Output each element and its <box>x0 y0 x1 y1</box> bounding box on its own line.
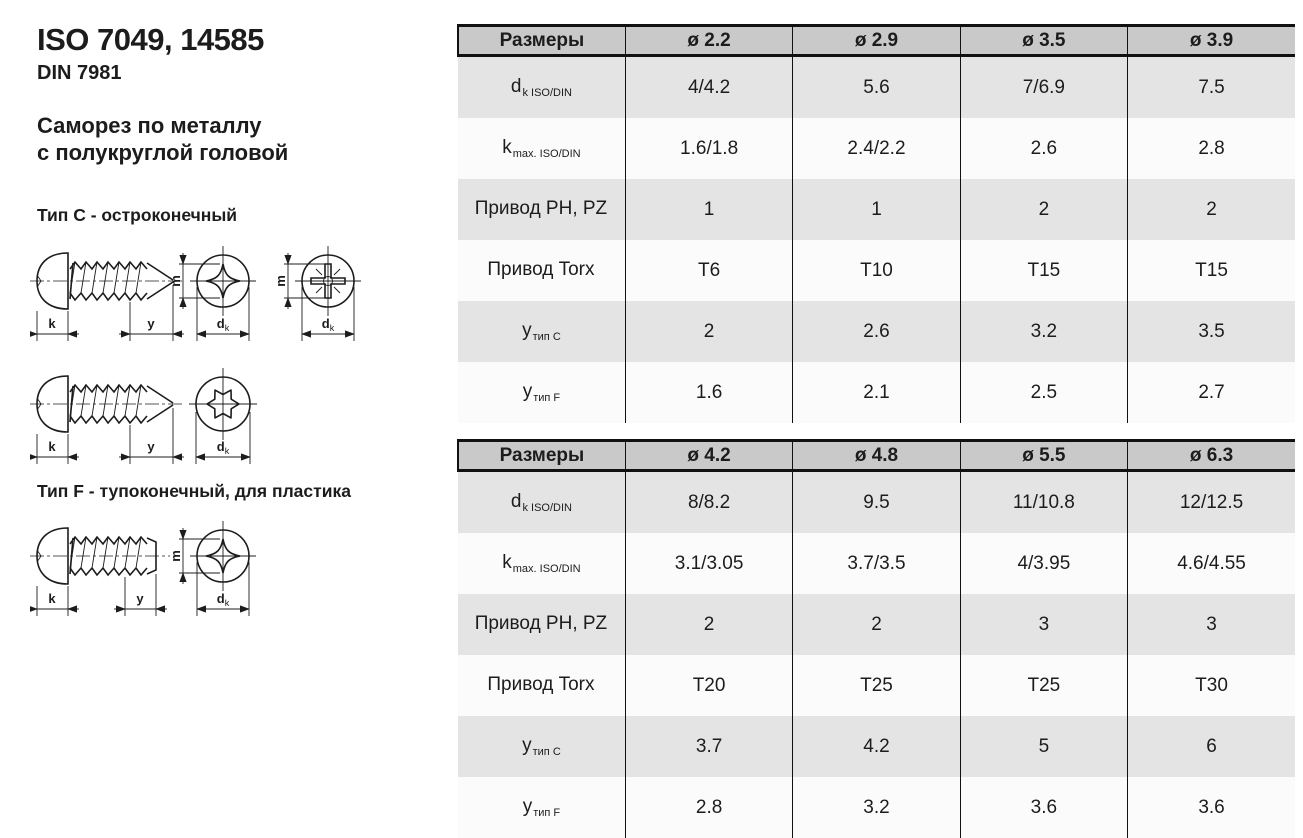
cell-value: T15 <box>1128 240 1295 301</box>
col-header-diameter: ø 5.5 <box>960 441 1127 471</box>
dim-label-k: k <box>48 316 56 331</box>
cell-value: T20 <box>625 655 792 716</box>
cell-value: 3.1/3.05 <box>625 533 792 594</box>
table-row-drive-ph-pz <box>458 594 1295 655</box>
cell-value: 2 <box>1128 179 1295 240</box>
table-header-row <box>458 441 1295 471</box>
cell-value: 2.1 <box>793 362 960 423</box>
cell-value: 5 <box>960 716 1127 777</box>
dim-label-k: k <box>48 439 56 454</box>
y-dimension <box>114 574 167 616</box>
row-label: $у_{тип C}$ <box>458 716 625 777</box>
table-row-y-type-f <box>458 362 1295 423</box>
col-header-diameter: ø 6.3 <box>1128 441 1295 471</box>
cell-value: 8/8.2 <box>625 471 792 534</box>
k-dimension <box>30 586 79 616</box>
cell-value: 2.6 <box>793 301 960 362</box>
cell-value: 3.7 <box>625 716 792 777</box>
cell-value: 4/3.95 <box>960 533 1127 594</box>
row-label: Привод PH, PZ <box>458 179 625 240</box>
table-row-drive-torx <box>458 655 1295 716</box>
row-label: $у_{тип F}$ <box>458 362 625 423</box>
cell-value: 2.4/2.2 <box>793 118 960 179</box>
col-header-sizes: Размеры <box>458 441 625 471</box>
screw-side-view-pointed <box>30 376 182 432</box>
table-row-y-type-f <box>458 777 1295 838</box>
dim-label-y: y <box>147 316 155 331</box>
dim-label-k: k <box>48 591 56 606</box>
table-row-y-type-c <box>458 716 1295 777</box>
dim-label-dk: $d_k$ <box>216 316 230 333</box>
table-row-drive-ph-pz <box>458 179 1295 240</box>
cell-value: 2 <box>625 594 792 655</box>
table-row-kmax <box>458 533 1295 594</box>
cell-value: 4.2 <box>793 716 960 777</box>
cell-value: T25 <box>960 655 1127 716</box>
cell-value: 2.8 <box>1128 118 1295 179</box>
cell-value: T25 <box>793 655 960 716</box>
col-header-sizes: Размеры <box>458 26 625 56</box>
cell-value: 3.6 <box>1128 777 1295 838</box>
size-table-large-diameters <box>457 439 1295 838</box>
dim-label-dk: $d_k$ <box>216 439 230 456</box>
col-header-diameter: ø 2.2 <box>625 26 792 56</box>
screw-side-view-blunt <box>30 528 170 584</box>
row-label: $у_{тип F}$ <box>458 777 625 838</box>
y-dimension <box>119 285 184 341</box>
table-row-dk <box>458 56 1295 119</box>
type-f-section-label: Тип F - тупоконечный, для пластика <box>37 481 351 501</box>
cell-value: 4.6/4.55 <box>1128 533 1295 594</box>
product-description <box>37 112 288 166</box>
cell-value: 1.6 <box>625 362 792 423</box>
col-header-diameter: ø 3.5 <box>960 26 1127 56</box>
col-header-diameter: ø 3.9 <box>1128 26 1295 56</box>
cell-value: 2 <box>960 179 1127 240</box>
cell-value: 3.7/3.5 <box>793 533 960 594</box>
cell-value: 2.8 <box>625 777 792 838</box>
col-header-diameter: ø 4.2 <box>625 441 792 471</box>
cell-value: 1 <box>793 179 960 240</box>
row-label: Привод Torx <box>458 655 625 716</box>
cell-value: 6 <box>1128 716 1295 777</box>
dim-label-y: y <box>147 439 155 454</box>
cell-value: 2.7 <box>1128 362 1295 423</box>
row-label: Привод Torx <box>458 240 625 301</box>
cell-value: 9.5 <box>793 471 960 534</box>
dim-label-m: m <box>168 550 183 562</box>
cell-value: 1 <box>625 179 792 240</box>
y-dimension <box>119 408 184 464</box>
standard-subtitle: DIN 7981 <box>37 62 122 84</box>
dim-label-m: m <box>273 275 288 287</box>
table-row-dk <box>458 471 1295 534</box>
cell-value: 7/6.9 <box>960 56 1127 119</box>
cell-value: 3 <box>1128 594 1295 655</box>
type-f-drawing <box>30 518 310 630</box>
k-dimension <box>30 311 79 341</box>
dim-label-y: y <box>136 591 144 606</box>
type-c-drawing <box>30 243 390 355</box>
cell-value: 2.5 <box>960 362 1127 423</box>
cell-value: 7.5 <box>1128 56 1295 119</box>
row-label: $d_{k ISO/DIN}$ <box>458 471 625 534</box>
row-label: $у_{тип C}$ <box>458 301 625 362</box>
cell-value: 5.6 <box>793 56 960 119</box>
type-c-section-label: Тип C - остроконечный <box>37 205 238 225</box>
col-header-diameter: ø 2.9 <box>793 26 960 56</box>
cell-value: T15 <box>960 240 1127 301</box>
cell-value: 2 <box>793 594 960 655</box>
cell-value: 2.6 <box>960 118 1127 179</box>
size-table-small-diameters <box>457 24 1295 423</box>
dim-label-m: m <box>168 275 183 287</box>
phillips-recess-view <box>168 246 256 341</box>
table-row-drive-torx <box>458 240 1295 301</box>
cell-value: 3.5 <box>1128 301 1295 362</box>
description-line-2: с полукруглой головой <box>37 140 289 165</box>
cell-value: T10 <box>793 240 960 301</box>
left-panel <box>0 0 457 837</box>
row-label: $d_{k ISO/DIN}$ <box>458 56 625 119</box>
torx-recess-view <box>189 368 257 464</box>
cell-value: 3.6 <box>960 777 1127 838</box>
pozidriv-recess-view <box>273 246 361 341</box>
page-title: ISO 7049, 14585 <box>37 22 264 57</box>
dim-label-dk: $d_k$ <box>216 591 230 608</box>
col-header-diameter: ø 4.8 <box>793 441 960 471</box>
cell-value: 3.2 <box>960 301 1127 362</box>
row-label: Привод PH, PZ <box>458 594 625 655</box>
row-label: $k_{max. ISO/DIN}$ <box>458 533 625 594</box>
cell-value: 12/12.5 <box>1128 471 1295 534</box>
cell-value: 2 <box>625 301 792 362</box>
description-line-1: Саморез по металлу <box>37 113 262 138</box>
phillips-recess-view <box>168 521 256 616</box>
table-row-kmax <box>458 118 1295 179</box>
table-row-y-type-c <box>458 301 1295 362</box>
right-panel <box>457 24 1295 838</box>
row-label: $k_{max. ISO/DIN}$ <box>458 118 625 179</box>
type-c-torx-drawing <box>30 366 310 478</box>
cell-value: T6 <box>625 240 792 301</box>
cell-value: 3 <box>960 594 1127 655</box>
cell-value: 1.6/1.8 <box>625 118 792 179</box>
screw-side-view-pointed <box>30 253 182 309</box>
k-dimension <box>30 434 79 464</box>
cell-value: 11/10.8 <box>960 471 1127 534</box>
cell-value: T30 <box>1128 655 1295 716</box>
dim-label-dk: $d_k$ <box>321 316 335 333</box>
cell-value: 3.2 <box>793 777 960 838</box>
cell-value: 4/4.2 <box>625 56 792 119</box>
table-header-row <box>458 26 1295 56</box>
